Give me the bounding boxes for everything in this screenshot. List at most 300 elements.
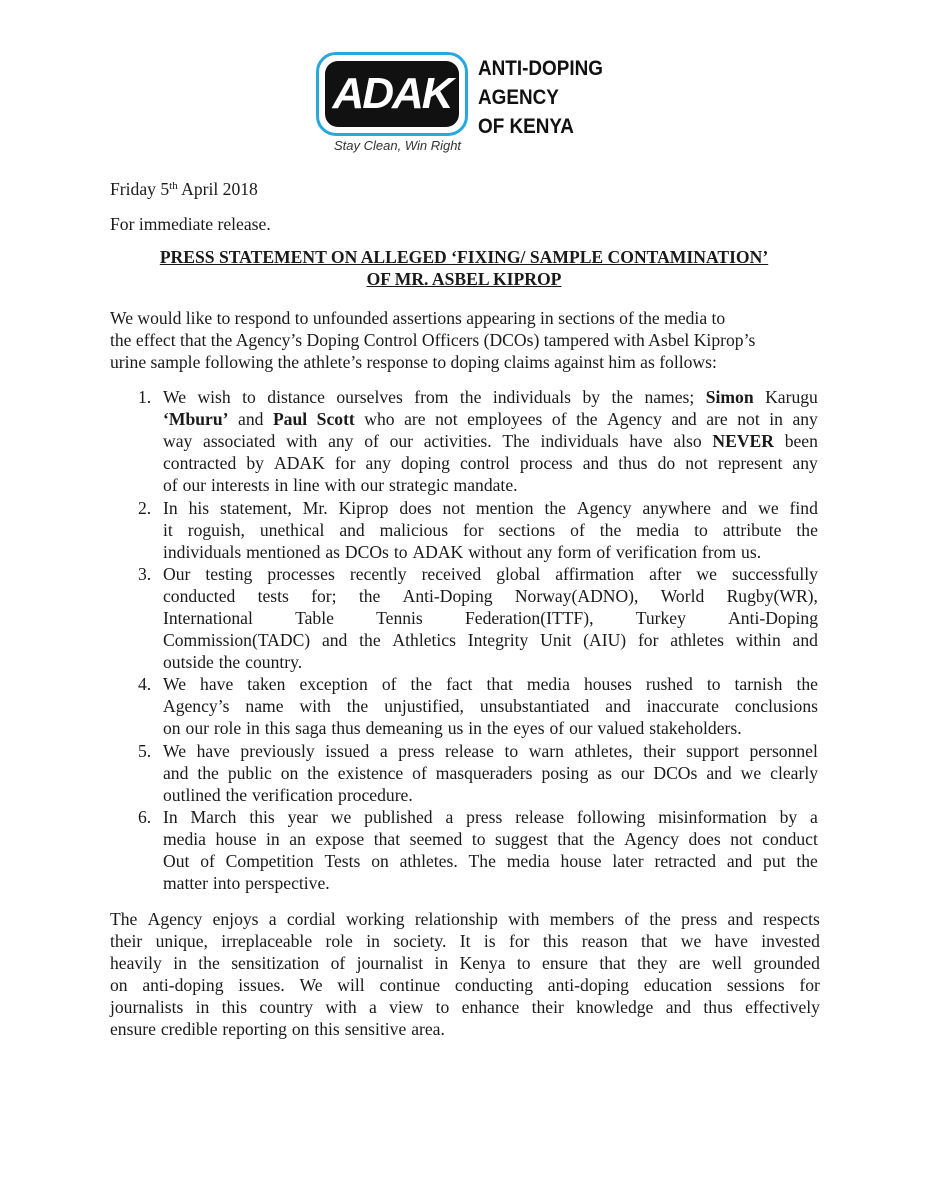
word: house	[215, 829, 257, 849]
word: not	[737, 409, 760, 429]
word: conduct	[762, 829, 818, 849]
word: any	[792, 409, 818, 429]
word: DCOs	[653, 763, 698, 783]
word: posing	[541, 763, 589, 783]
word: Agency	[576, 498, 632, 518]
logo-org-line: OF KENYA	[478, 115, 574, 138]
word: mentioned	[246, 542, 321, 562]
word: to	[706, 674, 721, 694]
word: of	[364, 431, 379, 451]
word: on	[280, 763, 299, 783]
text-line	[163, 607, 818, 629]
word: in	[266, 829, 280, 849]
text-line	[163, 651, 818, 673]
word: athletes	[670, 630, 724, 650]
word: who	[364, 409, 395, 429]
release-date: Friday 5th April 2018	[110, 179, 258, 199]
word: Kenya	[459, 953, 506, 973]
word: verification	[252, 785, 334, 805]
word: media	[163, 829, 206, 849]
word: any	[792, 453, 818, 473]
word: perspective.	[245, 873, 330, 893]
list-item-number: 6.	[138, 807, 152, 827]
word: unjustified,	[384, 696, 464, 716]
word: issues.	[238, 975, 285, 995]
word: warn	[528, 741, 564, 761]
word: misinformation	[658, 807, 767, 827]
word: have	[714, 931, 748, 951]
word: anti-doping	[142, 975, 224, 995]
word: mandate.	[453, 475, 518, 495]
word: we	[330, 807, 352, 827]
word: enjoys	[212, 909, 259, 929]
word: do	[657, 453, 676, 473]
word: this	[542, 931, 569, 951]
word: interests	[210, 475, 270, 495]
text-line	[163, 474, 818, 496]
word: reporting	[222, 1019, 287, 1039]
word: tests	[257, 586, 289, 606]
word: it	[163, 520, 173, 540]
word: mention	[475, 498, 534, 518]
word: the	[198, 953, 220, 973]
list-item-number: 3.	[138, 564, 152, 584]
word: in	[434, 953, 449, 973]
word: International	[163, 608, 253, 628]
word: anywhere	[642, 498, 711, 518]
word: of	[163, 475, 178, 495]
word: to	[435, 997, 450, 1017]
word: Turkey	[635, 608, 686, 628]
word: to	[504, 741, 519, 761]
word: his	[188, 498, 210, 518]
intro-line: We would like to respond to unfounded assertions appearing in sections of the media to	[110, 308, 726, 328]
word: Paul	[272, 409, 308, 429]
word: suggest	[495, 829, 548, 849]
word: this	[314, 1019, 340, 1039]
word: area.	[411, 1019, 445, 1039]
word: doping	[401, 453, 450, 473]
word: and	[339, 520, 365, 540]
word: exception	[299, 674, 368, 694]
word: release	[445, 741, 494, 761]
word: for	[637, 630, 659, 650]
word: statement,	[220, 498, 292, 518]
word: outlined	[163, 785, 221, 805]
word: seemed	[409, 829, 463, 849]
word: members	[549, 909, 615, 929]
word: Kiprop	[338, 498, 389, 518]
word: well	[711, 953, 743, 973]
list-item-number: 4.	[138, 674, 152, 694]
word: knowledge	[576, 997, 654, 1017]
word: the	[599, 520, 622, 540]
word: our	[620, 763, 645, 783]
logo-org-line: AGENCY	[478, 86, 559, 109]
word: respects	[763, 909, 820, 929]
word: Anti-Doping	[402, 586, 493, 606]
word: the	[358, 586, 381, 606]
word: is	[483, 931, 496, 951]
word: we	[680, 931, 702, 951]
word: not	[730, 829, 753, 849]
text-line	[163, 386, 818, 408]
title-line: OF MR. ASBEL KIPROP	[366, 269, 562, 289]
word: attribute	[722, 520, 782, 540]
word: Rugby(WR),	[726, 586, 818, 606]
word: following	[576, 807, 646, 827]
text-line	[110, 952, 820, 974]
title-line: PRESS STATEMENT ON ALLEGED ‘FIXING/ SAMPLE CONTAMINATION’	[159, 247, 769, 267]
list-item-body	[163, 740, 818, 806]
word: recently	[349, 564, 407, 584]
word: grounded	[753, 953, 820, 973]
word: of	[624, 909, 640, 929]
word: fact	[446, 674, 473, 694]
word: ourselves	[336, 387, 403, 407]
word: of	[549, 718, 565, 738]
word: and	[721, 498, 748, 518]
logo-mark: ADAK	[332, 69, 452, 118]
word: wish	[197, 387, 231, 407]
word: Competition	[225, 851, 314, 871]
text-line	[163, 717, 818, 739]
word: name	[245, 696, 284, 716]
word: not	[435, 409, 458, 429]
word: process	[519, 453, 573, 473]
word: and	[792, 630, 818, 650]
word: ADAK	[412, 542, 464, 562]
word: tarnish	[734, 674, 783, 694]
word: of	[551, 409, 567, 429]
word: We	[163, 741, 187, 761]
word: Tennis	[376, 608, 423, 628]
word: we	[758, 498, 779, 518]
word: DCOs	[344, 542, 389, 562]
word: after	[649, 564, 682, 584]
word: and	[605, 696, 631, 716]
word: the	[649, 909, 671, 929]
list-item-body	[163, 497, 818, 563]
word: roguish,	[187, 520, 245, 540]
logo-tagline: Stay Clean, Win Right	[334, 138, 462, 153]
word: conducting	[454, 975, 534, 995]
word: the	[593, 829, 615, 849]
word: any	[328, 431, 354, 451]
word: NEVER	[712, 431, 774, 451]
word: effectively	[745, 997, 820, 1017]
word: with	[325, 997, 357, 1017]
word: sensitization	[231, 953, 320, 973]
word: public	[227, 763, 272, 783]
word: sections	[498, 520, 556, 540]
word: society.	[393, 931, 447, 951]
word: individuals	[163, 542, 242, 562]
list-item-body	[163, 563, 818, 673]
word: and	[582, 453, 609, 473]
word: a	[810, 807, 818, 827]
word: journalist	[356, 953, 424, 973]
word: to	[516, 953, 531, 973]
word: to	[242, 387, 256, 407]
word: role	[213, 718, 242, 738]
word: outside	[163, 652, 214, 672]
word: verification	[615, 542, 697, 562]
word: country.	[245, 652, 303, 672]
word: to	[393, 542, 408, 562]
word: release	[515, 807, 565, 827]
release-note: For immediate release.	[110, 214, 271, 234]
word: and	[671, 409, 697, 429]
word: thus	[703, 997, 733, 1017]
word: saga	[295, 718, 327, 738]
word: country	[259, 997, 314, 1017]
word: are	[706, 409, 728, 429]
word: their	[110, 931, 143, 951]
text-line	[163, 762, 818, 784]
word: not	[685, 453, 708, 473]
word: been	[784, 431, 818, 451]
word: represent	[717, 453, 783, 473]
word: year	[287, 807, 318, 827]
word: inaccurate	[646, 696, 719, 716]
word: and	[665, 997, 692, 1017]
word: press	[398, 741, 435, 761]
word: the	[486, 718, 509, 738]
word: that	[486, 674, 513, 694]
word: Agency	[624, 829, 679, 849]
word: line	[293, 475, 320, 495]
word: We	[163, 674, 187, 694]
statement-title	[108, 246, 820, 290]
word: associated	[203, 431, 276, 451]
word: media	[636, 520, 680, 540]
word: Mr.	[302, 498, 328, 518]
word: our	[360, 475, 385, 495]
word: find	[789, 498, 818, 518]
word: in	[366, 931, 380, 951]
word: our	[569, 718, 593, 738]
word: this	[249, 807, 275, 827]
word: existence	[337, 763, 404, 783]
word: processes	[267, 564, 335, 584]
word: global	[496, 564, 541, 584]
word: for	[463, 520, 484, 540]
word: on	[371, 851, 389, 871]
word: they	[637, 953, 668, 973]
word: role	[325, 931, 353, 951]
word: journalists	[110, 997, 184, 1017]
word: of	[381, 674, 397, 694]
text-line	[110, 908, 820, 930]
word: and	[238, 409, 264, 429]
text-line	[163, 629, 818, 651]
word: Our	[163, 564, 191, 584]
word: by	[246, 453, 264, 473]
word: does	[688, 829, 721, 849]
word: us.	[741, 542, 762, 562]
word: the	[796, 851, 818, 871]
word: procedure.	[338, 785, 413, 805]
word: Norway(ADNO),	[514, 586, 639, 606]
word: the	[459, 387, 482, 407]
word: to	[471, 829, 486, 849]
word: and	[321, 630, 348, 650]
word: put	[763, 851, 786, 871]
text-line	[110, 930, 820, 952]
word: view	[389, 997, 424, 1017]
word: support	[686, 741, 739, 761]
word: received	[421, 564, 482, 584]
closing-paragraph	[110, 908, 820, 1040]
word: employees	[467, 409, 543, 429]
intro-line: the effect that the Agency’s Doping Control Officers (DCOs) tampered with Asbel Kiprop’s	[110, 330, 756, 350]
word: Scott	[316, 409, 355, 429]
word: of	[570, 520, 585, 540]
text-line	[163, 497, 818, 519]
word: unique,	[155, 931, 208, 951]
word: with	[286, 431, 318, 451]
word: strategic	[389, 475, 449, 495]
logo-org-name	[478, 54, 603, 141]
word: press	[466, 807, 503, 827]
word: a	[369, 997, 377, 1017]
word: expose	[315, 829, 365, 849]
word: Agency	[147, 909, 203, 929]
word: and	[163, 763, 189, 783]
word: athletes.	[399, 851, 458, 871]
adak-logo	[316, 52, 636, 162]
word: have	[200, 674, 234, 694]
word: not	[442, 498, 465, 518]
word: in	[769, 409, 783, 429]
word: the	[796, 674, 818, 694]
word: education	[643, 975, 713, 995]
text-line	[163, 585, 818, 607]
word: their	[531, 997, 564, 1017]
word: with	[299, 696, 331, 716]
word: the	[611, 387, 633, 407]
word: of	[330, 953, 346, 973]
word: houses	[583, 674, 632, 694]
word: rushed	[645, 674, 693, 694]
word: reason	[581, 931, 628, 951]
word: the	[576, 409, 598, 429]
text-line	[163, 695, 818, 717]
word: published	[364, 807, 433, 827]
word: also	[673, 431, 702, 451]
word: Athletics	[392, 630, 456, 650]
word: sensitive	[344, 1019, 407, 1039]
word: irreplaceable	[221, 931, 313, 951]
word: that	[373, 829, 401, 849]
word: in	[468, 718, 482, 738]
word: names;	[644, 387, 695, 407]
word: Agency’s	[163, 696, 230, 716]
word: issued	[325, 741, 370, 761]
word: previously	[240, 741, 315, 761]
word: successfully	[731, 564, 818, 584]
word: conclusions	[734, 696, 818, 716]
word: March	[190, 807, 237, 827]
word: the	[225, 785, 248, 805]
word: ensure	[542, 953, 588, 973]
word: the	[346, 696, 369, 716]
word: Agency	[607, 409, 662, 429]
text-line	[163, 850, 818, 872]
word: Out	[163, 851, 190, 871]
word: a	[445, 807, 454, 827]
word: relationship	[414, 909, 498, 929]
word: are	[404, 409, 426, 429]
word: In	[163, 498, 178, 518]
word: anti-doping	[547, 975, 629, 995]
word: by	[582, 387, 601, 407]
word: individuals	[540, 431, 619, 451]
word: without	[468, 542, 522, 562]
list-item-number: 2.	[138, 498, 152, 518]
word: working	[345, 909, 405, 929]
word: the	[197, 763, 219, 783]
word: We	[163, 387, 187, 407]
list-item-body	[163, 386, 818, 496]
word: into	[212, 873, 241, 893]
word: have	[196, 741, 230, 761]
word: activities.	[423, 431, 492, 451]
word: this	[221, 997, 248, 1017]
word: conducted	[163, 586, 236, 606]
word: by	[779, 807, 798, 827]
word: to	[694, 520, 708, 540]
word: this	[264, 718, 291, 738]
word: with	[508, 909, 540, 929]
word: stakeholders.	[649, 718, 742, 738]
word: the	[218, 652, 241, 672]
word: way	[163, 431, 193, 451]
word: on	[110, 975, 128, 995]
word: as	[597, 763, 612, 783]
word: ADAK	[274, 453, 325, 473]
word: continue	[379, 975, 441, 995]
word: and	[726, 851, 753, 871]
text-line	[163, 872, 818, 894]
word: on	[291, 1019, 310, 1039]
logo-badge	[316, 52, 468, 136]
word: Commission(TADC)	[163, 630, 311, 650]
text-line	[163, 430, 818, 452]
word: matter	[163, 873, 208, 893]
word: demeaning	[365, 718, 443, 738]
word: as	[325, 542, 340, 562]
word: Anti-Doping	[728, 608, 818, 628]
text-line	[163, 408, 818, 430]
word: We	[299, 975, 323, 995]
word: control	[459, 453, 510, 473]
word: we	[740, 763, 762, 783]
word: that	[599, 953, 626, 973]
word: house	[560, 851, 602, 871]
text-line	[163, 784, 818, 806]
word: eyes	[513, 718, 545, 738]
word: are	[678, 953, 701, 973]
word: Unit	[540, 630, 572, 650]
text-line	[163, 519, 818, 541]
word: clearly	[770, 763, 818, 783]
word: (AIU)	[583, 630, 627, 650]
word: malicious	[379, 520, 449, 540]
word: Table	[295, 608, 334, 628]
word: The	[468, 851, 496, 871]
